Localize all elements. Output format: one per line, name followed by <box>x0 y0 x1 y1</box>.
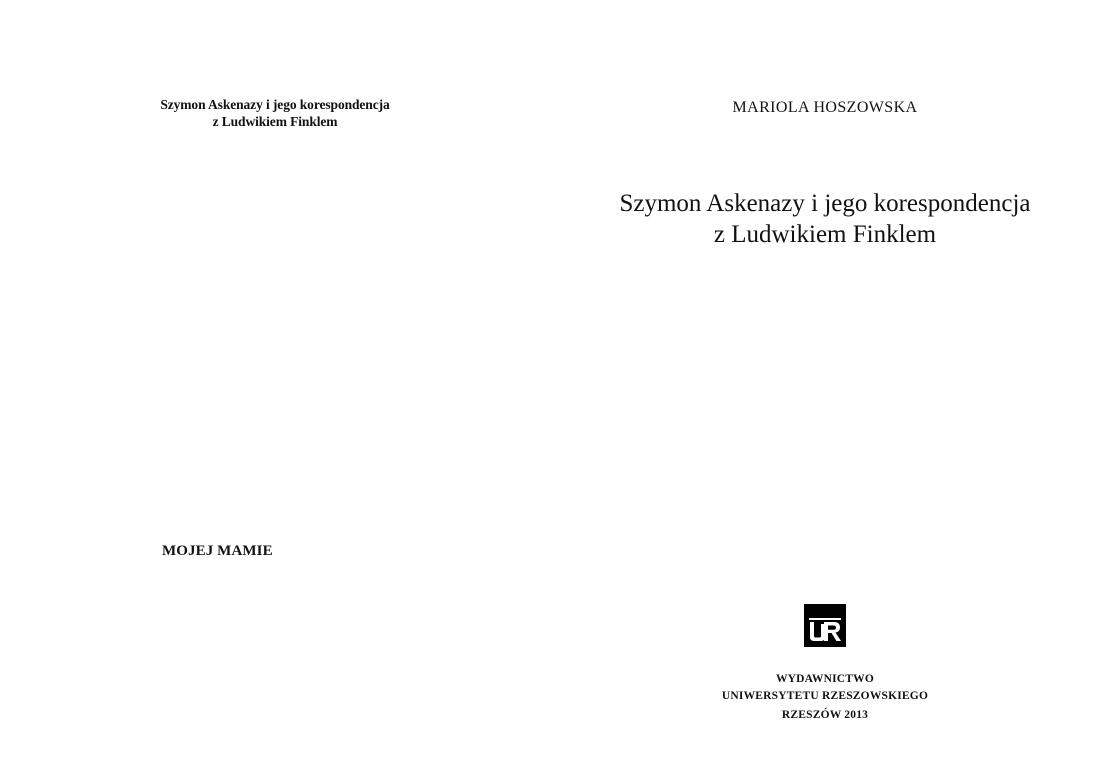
right-page <box>550 0 1100 780</box>
book-title-line-2: z Ludwikiem Finklem <box>713 221 937 248</box>
publisher-line-2: UNIWERSYTETU RZESZOWSKIEGO <box>721 690 929 702</box>
publisher-line-1: WYDAWNICTWO <box>775 673 875 685</box>
publisher-city-year: RZESZÓW 2013 <box>781 709 869 721</box>
half-title-line-2: z Ludwikiem Finklem <box>212 114 338 129</box>
ur-publisher-logo-icon <box>804 604 846 647</box>
dedication: MOJEJ MAMIE <box>162 543 273 559</box>
author-name: MARIOLA HOSZOWSKA <box>732 99 918 116</box>
half-title-line-1: Szymon Askenazy i jego korespondencja <box>160 97 390 112</box>
book-title-line-1: Szymon Askenazy i jego korespondencja <box>619 190 1031 217</box>
book-title <box>550 188 1100 250</box>
half-title <box>150 96 400 130</box>
publisher-imprint <box>550 671 1100 724</box>
